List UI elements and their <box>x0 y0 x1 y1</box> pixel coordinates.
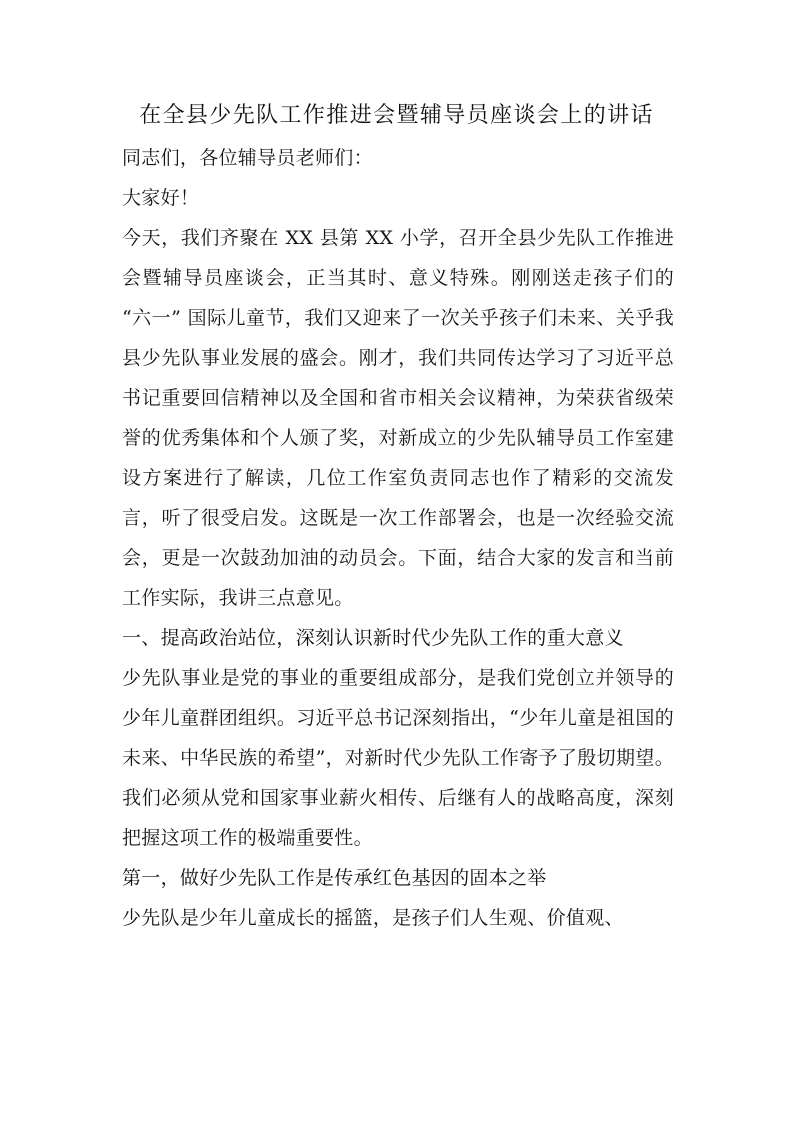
salutation: 同志们，各位辅导员老师们： <box>122 147 373 169</box>
section-heading-1: 一、提高政治站位，深刻认识新时代少先队工作的重大意义 <box>122 627 624 649</box>
opening-paragraph: 今天，我们齐聚在 XX 县第 XX 小学，召开全县少先队工作推进会暨辅导员座谈会，正当其时、意义特殊。刚刚送走孩子们的 “六一” 国际儿童节，我们又迎来了一次关乎孩子们未来、关乎我县少先队事业发展的盛会。刚才，我们共同传达学习了习近平总书记重要回信精神以及全国和省市相关会议精神，为荣获省级荣誉的优秀集体和个人颁了奖，对新成立的少先队辅导员工作室建设方案进行了解读，几位工作室负责同志也作了精彩的交流发言，听了很受启发。这既是一次工作部署会，也是一次经验交流会，更是一次鼓劲加油的动员会。下面，结合大家的发言和当前工作实际，我讲三点意见。 <box>122 227 674 609</box>
subsection-heading-1: 第一，做好少先队工作是传承红色基因的固本之举 <box>122 867 547 889</box>
document-title: 在全县少先队工作推进会暨辅导员座谈会上的讲话 <box>139 103 654 128</box>
greeting: 大家好！ <box>122 187 200 209</box>
document-body <box>122 138 674 938</box>
section-1-paragraph: 少先队事业是党的事业的重要组成部分，是我们党创立并领导的少年儿童群团组织。习近平总书记深刻指出，“少年儿童是祖国的未来、中华民族的希望”，对新时代少先队工作寄予了殷切期望。我们必须从党和国家事业薪火相传、后继有人的战略高度，深刻把握这项工作的极端重要性。 <box>122 667 674 849</box>
subsection-1-paragraph: 少先队是少年儿童成长的摇篮，是孩子们人生观、价值观、 <box>122 907 624 929</box>
